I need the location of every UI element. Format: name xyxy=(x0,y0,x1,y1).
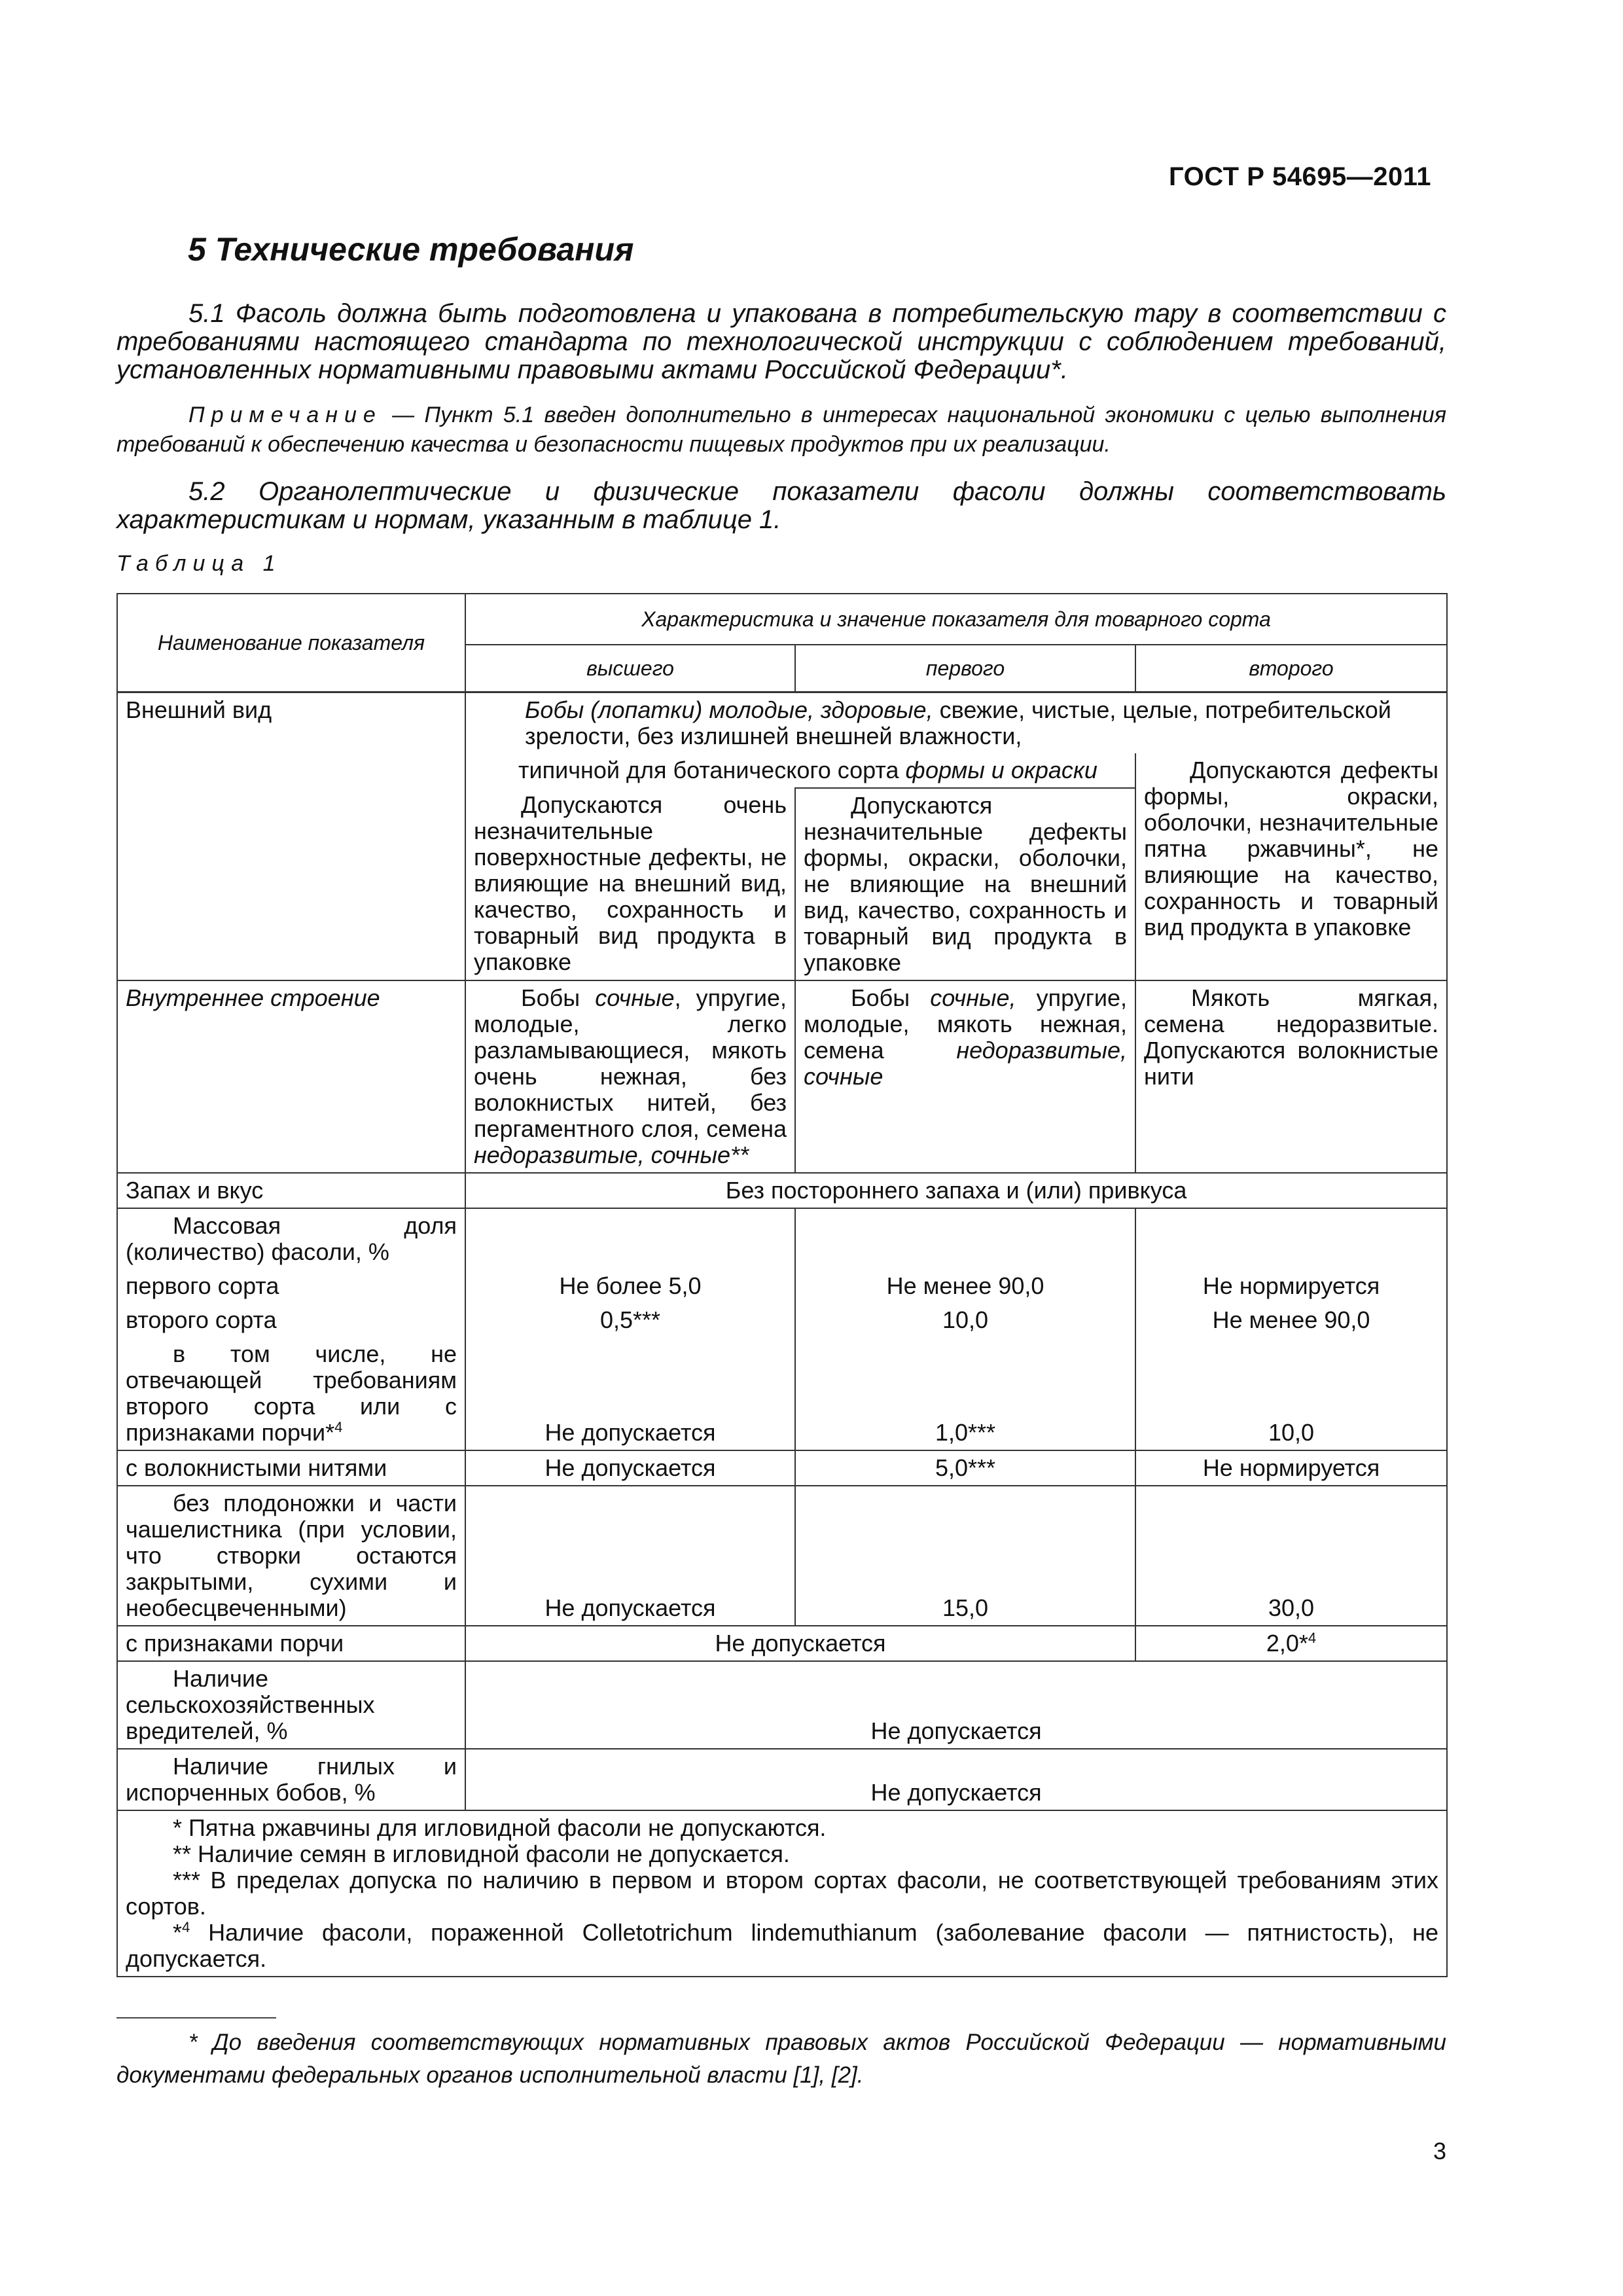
row-label-rotten: Наличие гнилых и испорченных бобов, % xyxy=(117,1749,465,1810)
paragraph-5-1 xyxy=(116,300,1446,384)
mass-first-label: первого сорта xyxy=(117,1269,465,1303)
paragraph-5-2-text: 5.2 Органолептические и физические показатели фасоли должны соответствовать характеристикам и нормам, указанным в таблице 1. xyxy=(116,477,1446,534)
table-row-mass-second xyxy=(117,1303,1447,1337)
page-footnote-text: * До введения соответствующих нормативных правовых актов Российской Федерации — нормативными документами федеральных органов исполнительной власти [1], [2]. xyxy=(116,2030,1446,2088)
appearance-common xyxy=(465,692,1447,753)
table-footnote-4-sup: 4 xyxy=(182,1918,190,1935)
mass-stalk-highest: Не допускается xyxy=(465,1486,795,1626)
standard-designation: ГОСТ Р 54695—2011 xyxy=(1169,162,1431,191)
internal-f-a: Бобы xyxy=(851,984,931,1011)
appearance-grade-second-a: Допускаются дефекты формы, окраски, оболочки, незначительные пятна ржавчины* xyxy=(1144,756,1439,862)
mass-fiber-second: Не нормируется xyxy=(1135,1450,1447,1486)
table-row-smell xyxy=(117,1173,1447,1208)
table-row-mass-first xyxy=(117,1269,1447,1303)
table-1 xyxy=(116,593,1448,1977)
appearance-grade-first: Допускаются незначительные дефекты формы, окраски, оболочки, не влияющие на внешний вид, качество, сохранность и товарный вид продукта в упаковке xyxy=(795,788,1135,980)
mass-stalk-second: 30,0 xyxy=(1135,1486,1447,1626)
internal-f-b: сочные, xyxy=(930,984,1016,1011)
mass-incl-label xyxy=(117,1337,465,1450)
note-text: — Пункт 5.1 введен дополнительно в интересах национальной экономики с целью выполнения требований к обеспечению качества и безопасности пищевых продуктов при их реализации. xyxy=(116,403,1446,457)
footnote-separator xyxy=(116,2017,276,2018)
appearance-grade-highest: Допускаются очень незначительные поверхностные дефекты, не влияющие на внешний вид, качество, сохранность и товарный вид продукта в упаковке xyxy=(465,788,795,980)
mass-spoil-label: с признаками порчи xyxy=(117,1626,465,1661)
note-paragraph xyxy=(116,401,1446,459)
header-grade-first: первого xyxy=(795,645,1135,692)
table-row-internal xyxy=(117,980,1447,1173)
table-footnote-1: * Пятна ржавчины для игловидной фасоли не допускаются. xyxy=(173,1814,827,1841)
table-row-appearance xyxy=(117,692,1447,753)
table-footnote-4 xyxy=(126,1920,1438,1972)
mass-incl-highest: Не допускается xyxy=(465,1337,795,1450)
table-footnote-2: ** Наличие семян в игловидной фасоли не допускается. xyxy=(173,1840,790,1867)
page-footnote xyxy=(116,2026,1446,2092)
mass-fiber-label: с волокнистыми нитями xyxy=(117,1450,465,1486)
row-label-mass: Массовая доля (количество) фасоли, % xyxy=(117,1208,465,1269)
mass-second-label: второго сорта xyxy=(117,1303,465,1337)
table-footnote-4-mark: * xyxy=(173,1918,183,1946)
smell-value: Без постороннего запаха и (или) привкуса xyxy=(465,1173,1447,1208)
internal-h-a: Бобы xyxy=(521,984,596,1011)
pests-value: Не допускается xyxy=(465,1661,1447,1749)
internal-h-d: недоразвитые, сочные** xyxy=(474,1141,749,1168)
appearance-common-italic: Бобы (лопатки) молодые, здоровые, xyxy=(525,696,933,723)
table-row-mass xyxy=(117,1208,1447,1269)
appearance-grade-second-b: , не влияющие на качество, сохранность и товарный вид продукта в упаковке xyxy=(1144,834,1439,941)
appearance-grade-second xyxy=(1135,753,1447,980)
row-label-appearance: Внешний вид xyxy=(117,692,465,980)
mass-spoil-second-sup: 4 xyxy=(1308,1629,1317,1646)
internal-grade-first xyxy=(795,980,1135,1173)
header-indicator-name: Наименование показателя xyxy=(117,594,465,692)
table-footnote-4-text: Наличие фасоли, пораженной Colletotrichum lindemuthianum (заболевание фасоли — пятнистость), не допускается. xyxy=(126,1918,1439,1972)
mass-second-first: 10,0 xyxy=(795,1303,1135,1337)
mass-incl-first: 1,0*** xyxy=(795,1337,1135,1450)
appearance-common-rest: свежие, чистые, целые, потребительской зрелости, без излишней внешней влажности, xyxy=(525,696,1391,749)
table-footnotes xyxy=(117,1810,1447,1977)
table-row-mass-stalk xyxy=(117,1486,1447,1626)
header-grade-second: второго xyxy=(1135,645,1447,692)
row-label-smell: Запах и вкус xyxy=(117,1173,465,1208)
row-label-pests: Наличие сельскохозяйственных вредителей, % xyxy=(117,1661,465,1749)
table-footnote-3: *** В пределах допуска по наличию в первом и втором сортах фасоли, не соответствующей требованиям этих сортов. xyxy=(126,1866,1439,1920)
mass-incl-second: 10,0 xyxy=(1135,1337,1447,1450)
internal-f-c: упругие, молодые, мякоть нежная, семена xyxy=(804,984,1127,1064)
mass-fiber-highest: Не допускается xyxy=(465,1450,795,1486)
mass-stalk-first: 15,0 xyxy=(795,1486,1135,1626)
appearance-typical-a: типичной для ботанического сорта xyxy=(518,756,906,783)
internal-h-b: сочные xyxy=(595,984,675,1011)
mass-fiber-first: 5,0*** xyxy=(795,1450,1135,1486)
internal-f-d: недоразвитые, сочные xyxy=(804,1036,1127,1090)
rotten-value: Не допускается xyxy=(465,1749,1447,1810)
table-row-mass-incl xyxy=(117,1337,1447,1450)
appearance-typical xyxy=(465,753,1135,788)
table-header-row xyxy=(117,594,1447,645)
internal-grade-second: Мякоть мягкая, семена недоразвитые. Допускаются волокнистые нити xyxy=(1135,980,1447,1173)
header-grade-highest: высшего xyxy=(465,645,795,692)
table-row-mass-fiber xyxy=(117,1450,1447,1486)
paragraph-5-2 xyxy=(116,478,1446,534)
section-title: 5 Технические требования xyxy=(188,231,634,268)
mass-second-second: Не менее 90,0 xyxy=(1135,1303,1447,1337)
table-caption: Таблица 1 xyxy=(116,551,282,576)
header-grade-group: Характеристика и значение показателя для товарного сорта xyxy=(465,594,1447,645)
row-label-internal: Внутреннее строение xyxy=(117,980,465,1173)
mass-incl-label-text: в том числе, не отвечающей требованиям второго сорта или с признаками порчи* xyxy=(126,1340,457,1446)
mass-first-highest: Не более 5,0 xyxy=(465,1269,795,1303)
table-row-rotten xyxy=(117,1749,1447,1810)
mass-spoil-highest-first: Не допускается xyxy=(465,1626,1135,1661)
mass-first-first: Не менее 90,0 xyxy=(795,1269,1135,1303)
mass-spoil-second xyxy=(1135,1626,1447,1661)
paragraph-5-1-text: 5.1 Фасоль должна быть подготовлена и упакована в потребительскую тару в соответствии с требованиями настоящего стандарта по технологической инструкции с соблюдением требований, установленных нормативными правовыми актами Российской Федерации*. xyxy=(116,299,1446,384)
mass-spoil-second-text: 2,0* xyxy=(1266,1629,1308,1657)
mass-first-second: Не нормируется xyxy=(1135,1269,1447,1303)
appearance-typical-b: формы и окраски xyxy=(905,756,1097,783)
mass-second-highest: 0,5*** xyxy=(465,1303,795,1337)
mass-stalk-label: без плодоножки и части чашелистника (при условии, что створки остаются закрытыми, сухими и необесцвеченными) xyxy=(117,1486,465,1626)
note-label: Примечание xyxy=(188,403,382,427)
table-row-pests xyxy=(117,1661,1447,1749)
mass-incl-sup: 4 xyxy=(334,1418,343,1435)
page-number: 3 xyxy=(1433,2138,1446,2164)
table-row-mass-spoil xyxy=(117,1626,1447,1661)
internal-h-c: , упругие, молодые, легко разламывающиеся, мякоть очень нежная, без волокнистых нитей, без пергаментного слоя, семена xyxy=(474,984,787,1142)
table-footnotes-row xyxy=(117,1810,1447,1977)
internal-grade-highest xyxy=(465,980,795,1173)
